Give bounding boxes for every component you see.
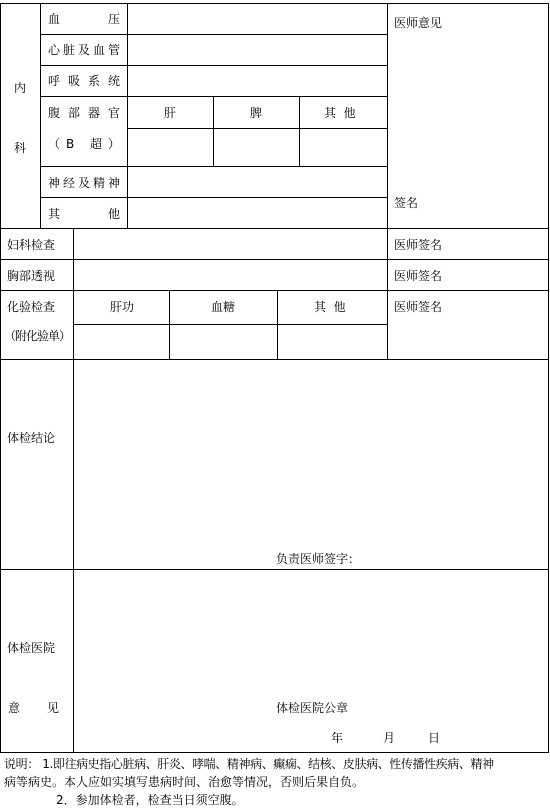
border-left <box>0 3 1 753</box>
section-label: 内 <box>14 81 27 95</box>
date-day-label: 日 <box>428 731 441 745</box>
column-header: 肝 <box>164 106 177 120</box>
row-label: 其 <box>48 207 61 221</box>
column-header: 脾 <box>250 106 263 120</box>
row-label: 呼吸系统 <box>48 74 129 88</box>
date-month-label: 月 <box>383 731 396 745</box>
row-label: 妇科检查 <box>7 238 56 252</box>
row-label: 他 <box>108 207 121 221</box>
notes-line: 2．参加体检者，检查当日须空腹。 <box>56 793 244 807</box>
doctor-sign-label: 医师签名 <box>394 300 443 314</box>
row-label: 胸部透视 <box>7 269 56 283</box>
divider <box>40 166 387 167</box>
border-right <box>548 3 549 753</box>
doctor-sign-label: 医师签名 <box>394 269 443 283</box>
divider <box>387 3 388 359</box>
responsible-doctor-sign: 负责医师签字： <box>276 552 361 566</box>
signature-label: 签名 <box>394 196 419 210</box>
notes-line: 病等病史。本人应如实填写患病时间、治愈等情况，否则后果自负。 <box>4 775 365 789</box>
row-label: 见 <box>47 701 60 715</box>
row-label: 意 <box>8 701 21 715</box>
row-label: 血 <box>48 12 61 26</box>
row-label: 心脏及血管 <box>48 43 124 57</box>
divider <box>0 569 549 570</box>
column-header: 其 他 <box>324 106 356 120</box>
row-label: 体检医院 <box>7 641 56 655</box>
divider <box>0 290 549 291</box>
divider <box>0 359 549 360</box>
section-label: 科 <box>14 141 27 155</box>
divider <box>40 3 41 228</box>
doctor-sign-label: 医师签名 <box>394 238 443 252</box>
divider <box>40 197 387 198</box>
row-label: （B 超） <box>48 137 127 151</box>
row-label: 化验检查 <box>7 300 56 314</box>
divider <box>169 290 170 359</box>
divider <box>277 290 278 359</box>
divider <box>213 96 214 166</box>
divider <box>0 228 549 229</box>
column-header: 肝功 <box>110 300 135 314</box>
date-year-label: 年 <box>331 731 344 745</box>
divider <box>73 228 74 753</box>
divider <box>299 96 300 166</box>
row-label: 腹部器官 <box>48 106 129 120</box>
border-top <box>0 3 549 4</box>
divider <box>127 128 387 129</box>
row-label: 神经及精神 <box>48 176 124 190</box>
row-sub-label: （附化验单） <box>4 329 71 343</box>
divider <box>0 259 549 260</box>
border-bottom <box>0 752 549 753</box>
hospital-seal-label: 体检医院公章 <box>276 701 349 715</box>
row-label: 体检结论 <box>7 431 56 445</box>
divider <box>40 34 387 35</box>
notes-line: 说明： 1.即往病史指心脏病、肝炎、哮喘、精神病、癫痫、结核、皮肤病、性传播性疾病、精神 <box>4 757 494 771</box>
doctor-opinion-label: 医师意见 <box>394 16 443 30</box>
divider <box>40 65 387 66</box>
row-label: 压 <box>108 12 121 26</box>
column-header: 血糖 <box>211 300 236 314</box>
divider <box>74 324 387 325</box>
column-header: 其 他 <box>314 300 346 314</box>
